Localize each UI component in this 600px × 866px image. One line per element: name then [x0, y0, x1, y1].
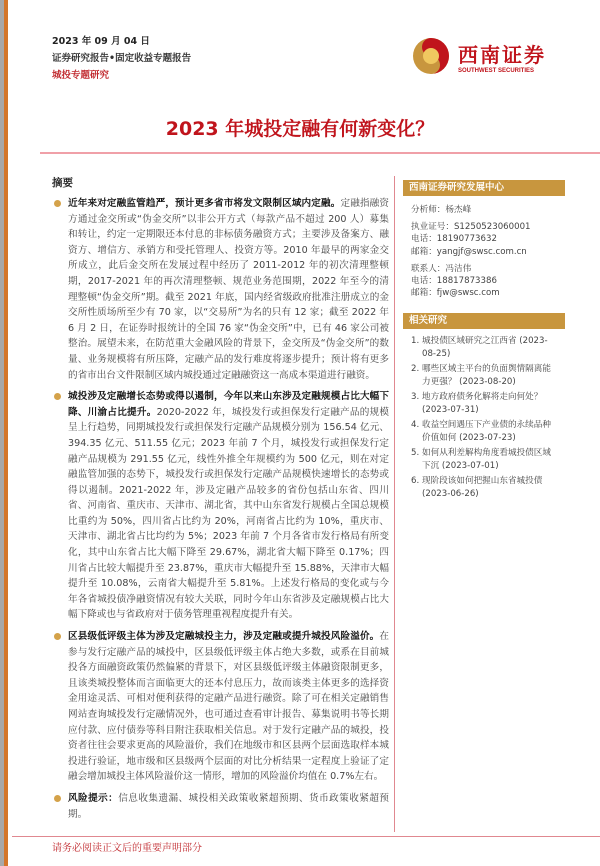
item-title: 城投债区域研究之江西省 (2023-08-25) — [422, 336, 548, 360]
related-research — [403, 313, 565, 501]
item-number: 3. — [411, 392, 420, 403]
item-text: 定融指融资方通过金交所或“伪金交所”以非公开方式（每款产品不超过 200 人）募集和转让，约定一定期限还本付息的非标债务融资方式；主要涉及备案方、融资方、增信方、承销方和受托管理人、投资方等。2010 年最早的两家金交所成立，此后金交所在发展过程中经历了 2011-2012 年的初次清理整顿期，2017-2021 年的再次清理整顿、规范业务范围期，2022 年至今的清理整顿“伪金交所”期。截至 2021 年底，国内经省级政府批准注册成立的金交所性质场所至少有 70 家，以“交易所”为名的只有 12 家；截至 2022 年 6 月 2 日，在证券时报统计的全国 76 家“伪金交所”中，已有 46 家公司被整治。展望未来，在防范重大金融风险的背景下，金交所及“伪金交所”的数量、业务规模将有所压降，定融产品的发行难度将逐步提升；预计将有更多的省市出台文件限制区域内城投通过定融融资这一高成本渠道进行融资。 — [68, 198, 390, 381]
abstract-item — [52, 196, 389, 383]
item-number: 2. — [411, 364, 420, 375]
item-title: 收益空间遇压下产业债的永续品种价值如何 (2023-07-23) — [422, 420, 551, 444]
item-number: 1. — [411, 336, 420, 347]
bullet-icon — [54, 795, 61, 802]
item-title: 哪些区域主平台的负面舆情隔离能力更强？ (2023-08-20) — [422, 364, 551, 388]
item-text: 在参与发行定融产品的城投中，区县级低评级主体占绝大多数，或系在目前城投各方面融资政策仍然偏紧的背景下，对区县级低评级主体融资限制更多，且该类城投整体而言面临更大的还本付息压力，故而该类主体更多的选择资金用途灵活、可相对便利获得的定融产品进行融资。除了可在相关定融销售网站查询城投发行定融情况外，也可通过查看审计报告、募集说明书等长期应付款、应付债券等科目附注获取相关信息。对于发行定融产品的城投，投资者往往会要求更高的风险溢价，我们在地级市和区县两个层面选取样本城投进行验证，地市级和区县级两个层面的对比分析结果一定程度上验证了定融会增加城投主体风险溢价这一情形，增加的风险溢价均值在 0.7%左右。 — [68, 631, 389, 783]
research-center-title: 西南证券研究发展中心 — [403, 180, 565, 196]
item-number: 6. — [411, 476, 420, 487]
item-number: 5. — [411, 448, 420, 459]
abstract-item — [52, 791, 389, 822]
item-lead: 风险提示： — [68, 792, 119, 804]
analyst-phone: 电话：18190773632 — [411, 234, 497, 245]
bullet-icon — [54, 393, 61, 400]
analyst-info — [403, 196, 565, 299]
contact-name: 联系人：冯洁伟 — [411, 263, 472, 274]
related-item[interactable] — [411, 475, 559, 501]
item-text: 2020-2022 年，城投发行或担保发行定融产品的规模呈上行趋势，同期城投发行或担保发行定融产品规模分别为 156.54 亿元、394.35 亿元、511.55 亿元；2023 年前 7 个月，城投发行或担保发行定融产品规模为 291.55 亿元，线性外推全年规模约为 500 亿元，则在对定融监管加强的态势下，城投发行或担保发行定融产品规模快速增长的态势或得以遏制。2021-2022 年，涉及定融产品较多的省份包括山东省、四川省、河南省、重庆市、天津市、湖北省，其中山东省发行规模占全国总规模比重约为 50%，四川省占比约为 20%，河南省占比约为 10%，重庆市、天津市、湖北省占比均约为 5%；2023 年前 7 个月各省市发行格局有所变化，其中山东省占比大幅下降至 29.67%，湖北省大幅下降至 0.17%；四川省占比较大幅提升至 23.87%，重庆市大幅提升至 15.88%，天津市大幅提升至 10.08%，云南省大幅提升至 5.81%。上述发行格局的变化或与今年各省城投债净融资情况有较大关联，同时今年山东省涉及定融规模占比大幅下降或也与省政府对于债务管理重视程度提升有关。 — [68, 406, 390, 621]
bullet-icon — [54, 200, 61, 207]
logo-english-name: SOUTHWEST SECURITIES — [458, 67, 535, 74]
item-text: 信息收集遗漏、城投相关政策收紧超预期、货币政策收紧超预期。 — [68, 792, 390, 820]
contact-phone: 电话：18817873386 — [411, 276, 497, 287]
footer-disclaimer: 请务必阅读正文后的重要声明部分 — [52, 843, 202, 855]
logo-chinese-name: 西南证券 — [458, 42, 546, 67]
analyst-name: 分析师：杨杰峰 — [411, 205, 472, 215]
item-title: 现阶段该如何把握山东省城投债 (2023-06-26) — [422, 476, 543, 500]
related-item[interactable] — [411, 447, 559, 473]
item-lead: 城投涉及定融增长态势或得以遏制，今年以来山东涉及定融规模占比大幅下降、川渝占比提升。 — [68, 391, 389, 418]
report-date: 2023 年 09 月 04 日 — [52, 36, 150, 47]
item-title: 地方政府债务化解将走向何处？ (2023-07-31) — [422, 392, 543, 416]
report-type: 证券研究报告•固定收益专题报告 — [52, 53, 192, 64]
item-lead: 区县级低评级主体为涉及定融城投主力，涉及定融或提升城投风险溢价。 — [68, 631, 380, 643]
sidebar — [403, 180, 565, 503]
related-item[interactable] — [411, 419, 559, 445]
related-research-title: 相关研究 — [403, 313, 565, 329]
report-category: 城投专题研究 — [52, 70, 110, 81]
abstract-heading: 摘要 — [52, 177, 73, 189]
analyst-license: 执业证号：S1250523060001 — [411, 222, 531, 233]
item-lead: 近年来对定融监管趋严，预计更多省市将发文限制区域内定融。 — [68, 198, 341, 209]
abstract-section — [52, 176, 395, 832]
related-item[interactable] — [411, 335, 559, 361]
contact-email[interactable]: 邮箱：fjw@swsc.com — [411, 288, 500, 299]
item-title: 如何从利差解构角度看城投债区域下沉 (2023-07-01) — [422, 448, 551, 472]
abstract-item — [52, 389, 389, 623]
item-number: 4. — [411, 420, 420, 431]
page-title: 2023 年城投定融有何新变化？ — [165, 118, 435, 140]
abstract-item — [52, 629, 389, 785]
related-item[interactable] — [411, 363, 559, 389]
bullet-icon — [54, 633, 61, 640]
related-item[interactable] — [411, 391, 559, 417]
analyst-email[interactable]: 邮箱：yangjf@swsc.com.cn — [411, 246, 527, 257]
